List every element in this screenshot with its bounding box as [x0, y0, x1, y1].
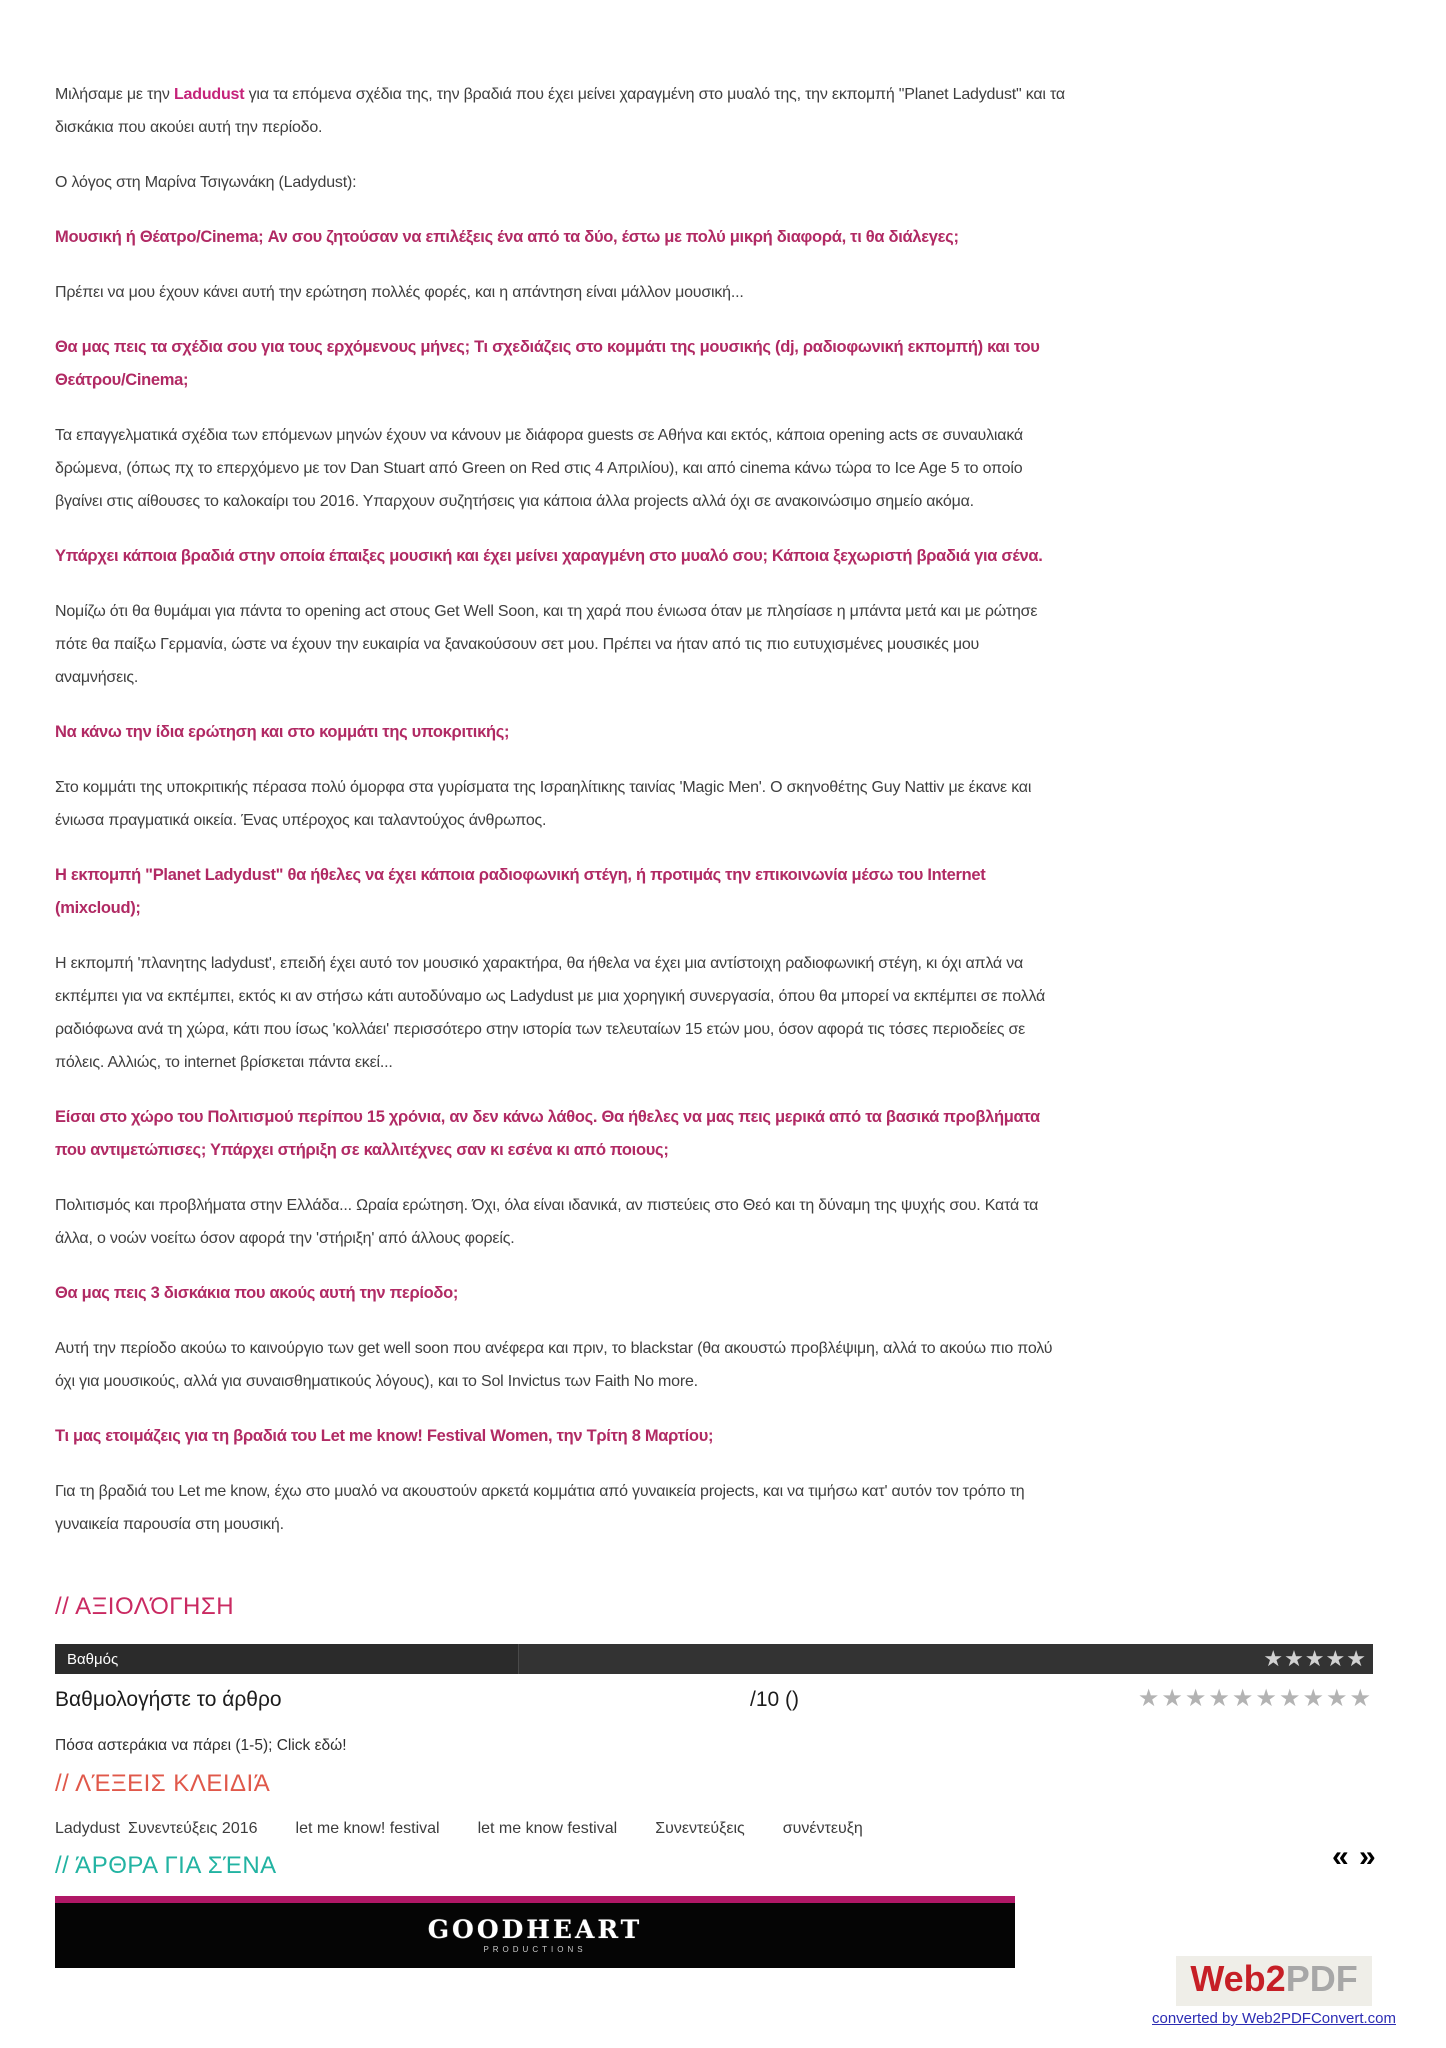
star-icon: ★ — [1284, 1646, 1305, 1671]
intro-suffix: για τα επόμενα σχέδια της, την βραδιά που έχει μείνει χαραγμένη στο μυαλό της, την εκπομπή "Planet Ladydust" και τα δισκάκια που ακούει αυτή την περίοδο. — [55, 86, 1065, 136]
star-icon[interactable]: ★ — [1349, 1685, 1373, 1712]
star-icon[interactable]: ★ — [1278, 1685, 1303, 1712]
interview-answer: Νομίζω ότι θα θυμάμαι για πάντα το opening act στους Get Well Soon, και τη χαρά που ένιωσα όταν με πλησίασε η μπάντα μετά και με ρώτησε πότε θα παίξω Γερμανία, ώστε να έχουν την ευκαιρία να ξανακούσουν σετ μου. Πρέπει να ήταν από τις πιο ευτυχισμένες μουσικές μου αναμνήσεις. — [55, 603, 1038, 686]
article-body — [55, 78, 1065, 1563]
keyword-link[interactable]: let me know! festival — [295, 1820, 440, 1837]
web2pdf-logo-red: Web2 — [1190, 1958, 1286, 1999]
star-icon[interactable]: ★ — [1325, 1685, 1350, 1712]
rating-bar-stars — [1263, 1644, 1373, 1674]
rating-bar-label-cell — [55, 1644, 518, 1674]
interview-answer: Στο κομμάτι της υποκριτικής πέρασα πολύ όμορφα στα γυρίσματα της Ισραηλίτικης ταινίας 'Magic Men'. Ο σκηνοθέτης Guy Nattiv με έκανε και ένιωσα πραγματικά οικεία. Ένας υπέροχος και ταλαντούχος άνθρωπος. — [55, 779, 1032, 829]
star-icon: ★ — [1304, 1646, 1326, 1671]
interview-question: Υπάρχει κάποια βραδιά στην οποία έπαιξες μουσική και έχει μείνει χαραγμένη στο μυαλό σου; Κάποια ξεχωριστή βραδιά για σένα. — [55, 547, 1043, 565]
rating-bar-stars-cell — [518, 1644, 1373, 1674]
artist-link[interactable]: Ladudust — [173, 86, 245, 103]
rating-score: /10 () — [750, 1688, 800, 1711]
interview-question: Τι μας ετοιμάζεις για τη βραδιά του Let me know! Festival Women, την Τρίτη 8 Μαρτίου; — [55, 1427, 714, 1445]
goodheart-banner[interactable] — [55, 1896, 1015, 1968]
carousel-prev-button[interactable]: « — [1332, 1840, 1349, 1873]
rate-article-stars[interactable] — [1138, 1684, 1373, 1713]
lead-paragraph: Ο λόγος στη Μαρίνα Τσιγωνάκη (Ladydust): — [55, 174, 357, 191]
rate-article-label: Βαθμολογήστε το άρθρο — [55, 1688, 282, 1711]
banner-black-area — [55, 1903, 1015, 1968]
web2pdf-watermark — [1128, 1956, 1420, 2027]
star-icon[interactable]: ★ — [1255, 1685, 1279, 1712]
interview-answer: Πολιτισμός και προβλήματα στην Ελλάδα... Ωραία ερώτηση. Όχι, όλα είναι ιδανικά, αν πιστεύεις στο Θεό και τη δύναμη της ψυχής σου. Κατά τα άλλα, ο νοών νοείτω όσον αφορά την 'στήριξη' από άλλους φορείς. — [55, 1197, 1039, 1247]
keyword-link[interactable]: Συνεντεύξεις — [655, 1820, 745, 1837]
web2pdf-logo-gray: PDF — [1285, 1958, 1358, 1999]
star-icon[interactable]: ★ — [1208, 1685, 1232, 1712]
star-icon[interactable]: ★ — [1302, 1685, 1326, 1712]
interview-answer: Για τη βραδιά του Let me know, έχω στο μυαλό να ακουστούν αρκετά κομμάτια από γυναικεία projects, και να τιμήσω κατ' αυτόν τον τρόπο τη γυναικεία παρουσία στη μουσική. — [55, 1483, 1025, 1533]
interview-question: Είσαι στο χώρο του Πολιτισμού περίπου 15 χρόνια, αν δεν κάνω λάθος. Θα ήθελες να μας πεις μερικά από τα βασικά προβλήματα που αντιμετώπισες; Υπάρχει στήριξη σε καλλιτέχνες σαν κι εσένα κι από ποιους; — [55, 1108, 1040, 1159]
carousel-next-button[interactable]: » — [1359, 1840, 1376, 1873]
star-icon: ★ — [1346, 1646, 1367, 1671]
related-section-heading: // ΆΡΘΡΑ ΓΙΑ ΣΈΝΑ — [55, 1852, 277, 1879]
keywords-list — [55, 1820, 1373, 1838]
interview-question: Η εκπομπή "Planet Ladydust" θα ήθελες να έχει κάποια ραδιοφωνική στέγη, ή προτιμάς την επικοινωνία μέσω του Internet (mixcloud); — [55, 866, 986, 917]
intro-paragraph — [55, 78, 1065, 144]
interview-answer: Πρέπει να μου έχουν κάνει αυτή την ερώτηση πολλές φορές, και η απάντηση είναι μάλλον μουσική... — [55, 284, 744, 301]
star-icon[interactable]: ★ — [1137, 1685, 1162, 1712]
star-icon: ★ — [1263, 1646, 1285, 1671]
star-icon: ★ — [1325, 1646, 1347, 1671]
keyword-link[interactable]: συνέντευξη — [782, 1820, 863, 1837]
banner-accent-bar — [55, 1896, 1015, 1903]
rating-section-heading: // ΑΞΙΟΛΌΓΗΣΗ — [55, 1593, 235, 1620]
keywords-section-heading: // ΛΈΞΕΙΣ ΚΛΕΙΔΙΆ — [55, 1770, 271, 1797]
goodheart-logo: GOODHEART — [427, 1915, 643, 1944]
keyword-link[interactable]: Συνεντεύξεις 2016 — [127, 1820, 258, 1837]
goodheart-logo-subtitle: PRODUCTIONS — [483, 1945, 587, 1954]
interview-question: Να κάνω την ίδια ερώτηση και στο κομμάτι της υποκριτικής; — [55, 723, 510, 741]
interview-question: Θα μας πεις 3 δισκάκια που ακούς αυτή την περίοδο; — [55, 1284, 459, 1302]
star-icon[interactable]: ★ — [1161, 1685, 1185, 1712]
interview-question: Θα μας πεις τα σχέδια σου για τους ερχόμενους μήνες; Τι σχεδιάζεις στο κομμάτι της μουσικής (dj, ραδιοφωνική εκπομπή) και του Θεάτρου/Cinema; — [55, 338, 1040, 389]
web2pdf-converted-link[interactable]: converted by Web2PDFConvert.com — [1152, 2010, 1396, 2027]
interview-answer: Τα επαγγελματικά σχέδια των επόμενων μηνών έχουν να κάνουν με διάφορα guests σε Αθήνα και εκτός, κάποια opening acts σε συναυλιακά δρώμενα, (όπως πχ το επερχόμενο με τον Dan Stuart από Green on Red στις 4 Απριλίου), και από cinema κάνω τώρα το Ice Age 5 το οποίο βγαίνει στις αίθουσες το καλοκαίρι του 2016. Υπαρχουν συζητήσεις για κάποια άλλα projects αλλά όχι σε ανακοινώσιμο σημείο ακόμα. — [55, 427, 1023, 510]
intro-prefix: Μιλήσαμε με την — [55, 86, 174, 103]
rate-article-row — [55, 1684, 1373, 1720]
star-icon[interactable]: ★ — [1231, 1685, 1256, 1712]
rating-hint: Πόσα αστεράκια να πάρει (1-5); Click εδώ! — [55, 1737, 347, 1754]
rating-bar-label: Βαθμός — [67, 1650, 119, 1668]
keyword-link[interactable]: Ladydust — [55, 1820, 120, 1837]
rating-bar — [55, 1644, 1373, 1674]
star-icon[interactable]: ★ — [1184, 1685, 1209, 1712]
interview-question: Μουσική ή Θέατρο/Cinema; Αν σου ζητούσαν να επιλέξεις ένα από τα δύο, έστω με πολύ μικρή διαφορά, τι θα διάλεγες; — [55, 228, 959, 246]
carousel-nav — [1330, 1840, 1376, 1874]
interview-answer: Αυτή την περίοδο ακούω το καινούργιο των get well soon που ανέφερα και πριν, το blackstar (θα ακουστώ προβλέψιμη, αλλά το ακούω πιο πολύ όχι για μουσικούς, αλλά για συναισθηματικούς λόγους), και το Sol Invictus των Faith No more. — [55, 1340, 1053, 1390]
web2pdf-logo — [1176, 1956, 1371, 2006]
interview-answer: Η εκπομπή 'πλανητης ladydust', επειδή έχει αυτό τον μουσικό χαρακτήρα, θα ήθελα να έχει μια αντίστοιχη ραδιοφωνική στέγη, κι όχι απλά να εκπέμπει για να εκπέμπει, εκτός κι αν στήσω κάτι αυτοδύναμο ως Ladydust με μια χορηγική συνεργασία, όπου θα μπορεί να εκπέμπει σε πολλά ραδιόφωνα ανά τη χώρα, κάτι που ίσως 'κολλάει' περισσότερο στην ιστορία των τελευταίων 15 ετών μου, όσον αφορά τις τόσες περιοδείες σε πόλεις. Αλλιώς, το internet βρίσκεται πάντα εκεί... — [55, 955, 1046, 1071]
keyword-link[interactable]: let me know festival — [477, 1820, 618, 1837]
